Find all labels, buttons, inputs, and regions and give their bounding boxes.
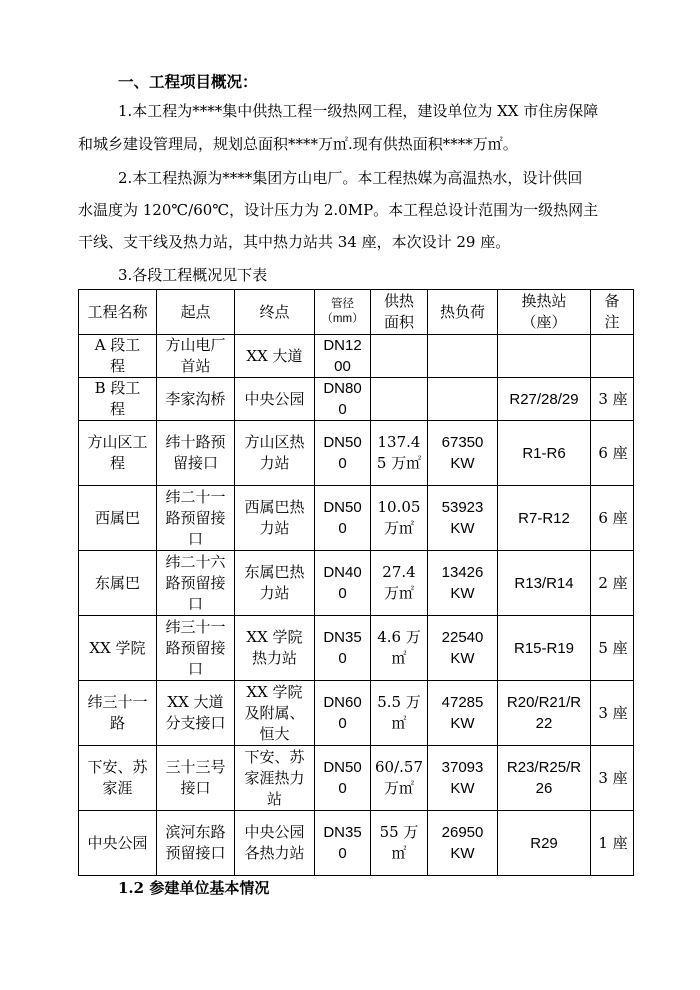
- cell-end: 东属巴热力站: [235, 551, 315, 616]
- cell-diameter: DN350: [315, 616, 371, 681]
- cell-end: XX 大道: [235, 335, 315, 378]
- cell-start: 李家沟桥: [157, 378, 235, 421]
- cell-load: 67350KW: [428, 421, 498, 486]
- cell-start: 方山电厂首站: [157, 335, 235, 378]
- cell-note: 3 座: [591, 681, 634, 746]
- table-row: [79, 486, 634, 551]
- cell-area: [371, 335, 428, 378]
- table-row: [79, 335, 634, 378]
- cell-note: 5 座: [591, 616, 634, 681]
- cell-note: 1 座: [591, 811, 634, 876]
- cell-name: 东属巴: [79, 551, 157, 616]
- cell-load: 26950KW: [428, 811, 498, 876]
- cell-diameter: DN500: [315, 746, 371, 811]
- cell-station: R1-R6: [498, 421, 591, 486]
- cell-diameter: DN350: [315, 811, 371, 876]
- header-end: 终点: [235, 290, 315, 335]
- cell-start: 纬十路预留接口: [157, 421, 235, 486]
- table-row: [79, 378, 634, 421]
- cell-note: 6 座: [591, 421, 634, 486]
- cell-name: 下安、苏家涯: [79, 746, 157, 811]
- cell-area: 10.05万㎡: [371, 486, 428, 551]
- cell-note: 3 座: [591, 746, 634, 811]
- cell-name: XX 学院: [79, 616, 157, 681]
- cell-end: XX 学院热力站: [235, 616, 315, 681]
- cell-name: 西属巴: [79, 486, 157, 551]
- cell-station: [498, 335, 591, 378]
- cell-area: 60/.57 万㎡: [371, 746, 428, 811]
- cell-end: XX 学院及附属、恒大: [235, 681, 315, 746]
- cell-station: R7-R12: [498, 486, 591, 551]
- cell-start: XX 大道分支接口: [157, 681, 235, 746]
- cell-diameter: DN400: [315, 551, 371, 616]
- header-area: 供热面积: [371, 290, 428, 335]
- cell-name: 纬三十一路: [79, 681, 157, 746]
- cell-load: 37093KW: [428, 746, 498, 811]
- cell-start: 纬二十六路预留接口: [157, 551, 235, 616]
- cell-end: 方山区热力站: [235, 421, 315, 486]
- paragraph2-line3: 干线、支干线及热力站，其中热力站共 34 座，本次设计 29 座。: [78, 233, 511, 251]
- table-row: [79, 811, 634, 876]
- paragraph1-line2: 和城乡建设管理局，规划总面积****万㎡.现有供热面积****万㎡。: [78, 135, 518, 153]
- cell-end: 中央公园各热力站: [235, 811, 315, 876]
- subsection-heading: 1.2 参建单位基本情况: [118, 879, 270, 897]
- cell-station: R20/R21/R22: [498, 681, 591, 746]
- table-row: [79, 616, 634, 681]
- table-row: [79, 681, 634, 746]
- project-overview-table: [78, 289, 634, 876]
- cell-area: 5.5 万㎡: [371, 681, 428, 746]
- cell-start: 纬二十一路预留接口: [157, 486, 235, 551]
- cell-name: A 段工程: [79, 335, 157, 378]
- cell-end: 中央公园: [235, 378, 315, 421]
- cell-note: 3 座: [591, 378, 634, 421]
- cell-station: R15-R19: [498, 616, 591, 681]
- cell-area: 4.6 万㎡: [371, 616, 428, 681]
- cell-note: [591, 335, 634, 378]
- cell-station: R27/28/29: [498, 378, 591, 421]
- paragraph2-line1: 2.本工程热源为****集团方山电厂。本工程热媒为高温热水，设计供回: [118, 169, 583, 187]
- cell-area: [371, 378, 428, 421]
- header-station: 换热站（座）: [498, 290, 591, 335]
- cell-start: 纬三十一路预留接口: [157, 616, 235, 681]
- paragraph1-line1: 1.本工程为****集中供热工程一级热网工程，建设单位为 XX 市住房保障: [118, 102, 599, 120]
- table-row: [79, 746, 634, 811]
- cell-area: 137.45 万㎡: [371, 421, 428, 486]
- table-row: [79, 421, 634, 486]
- cell-diameter: DN600: [315, 681, 371, 746]
- table-header-row: [79, 290, 634, 335]
- table-row: [79, 551, 634, 616]
- cell-start: 三十三号接口: [157, 746, 235, 811]
- cell-start: 滨河东路预留接口: [157, 811, 235, 876]
- cell-load: 13426KW: [428, 551, 498, 616]
- cell-load: 22540KW: [428, 616, 498, 681]
- header-diameter: 管径（mm）: [315, 290, 371, 335]
- cell-name: B 段工程: [79, 378, 157, 421]
- cell-load: [428, 335, 498, 378]
- cell-load: 47285KW: [428, 681, 498, 746]
- cell-name: 中央公园: [79, 811, 157, 876]
- cell-load: [428, 378, 498, 421]
- table-caption: 3.各段工程概况见下表: [118, 266, 268, 284]
- cell-station: R29: [498, 811, 591, 876]
- cell-diameter: DN500: [315, 421, 371, 486]
- header-load: 热负荷: [428, 290, 498, 335]
- cell-end: 下安、苏家涯热力站: [235, 746, 315, 811]
- cell-diameter: DN800: [315, 378, 371, 421]
- cell-area: 27.4万㎡: [371, 551, 428, 616]
- cell-diameter: DN1200: [315, 335, 371, 378]
- cell-note: 2 座: [591, 551, 634, 616]
- cell-name: 方山区工程: [79, 421, 157, 486]
- header-note: 备注: [591, 290, 634, 335]
- section-heading: 一、工程项目概况：: [118, 72, 258, 91]
- cell-load: 53923KW: [428, 486, 498, 551]
- header-start: 起点: [157, 290, 235, 335]
- cell-note: 6 座: [591, 486, 634, 551]
- cell-diameter: DN500: [315, 486, 371, 551]
- cell-station: R13/R14: [498, 551, 591, 616]
- cell-area: 55 万㎡: [371, 811, 428, 876]
- cell-station: R23/R25/R26: [498, 746, 591, 811]
- paragraph2-line2: 水温度为 120℃/60℃，设计压力为 2.0MP。本工程总设计范围为一级热网主: [78, 201, 599, 219]
- header-name: 工程名称: [79, 290, 157, 335]
- cell-end: 西属巴热力站: [235, 486, 315, 551]
